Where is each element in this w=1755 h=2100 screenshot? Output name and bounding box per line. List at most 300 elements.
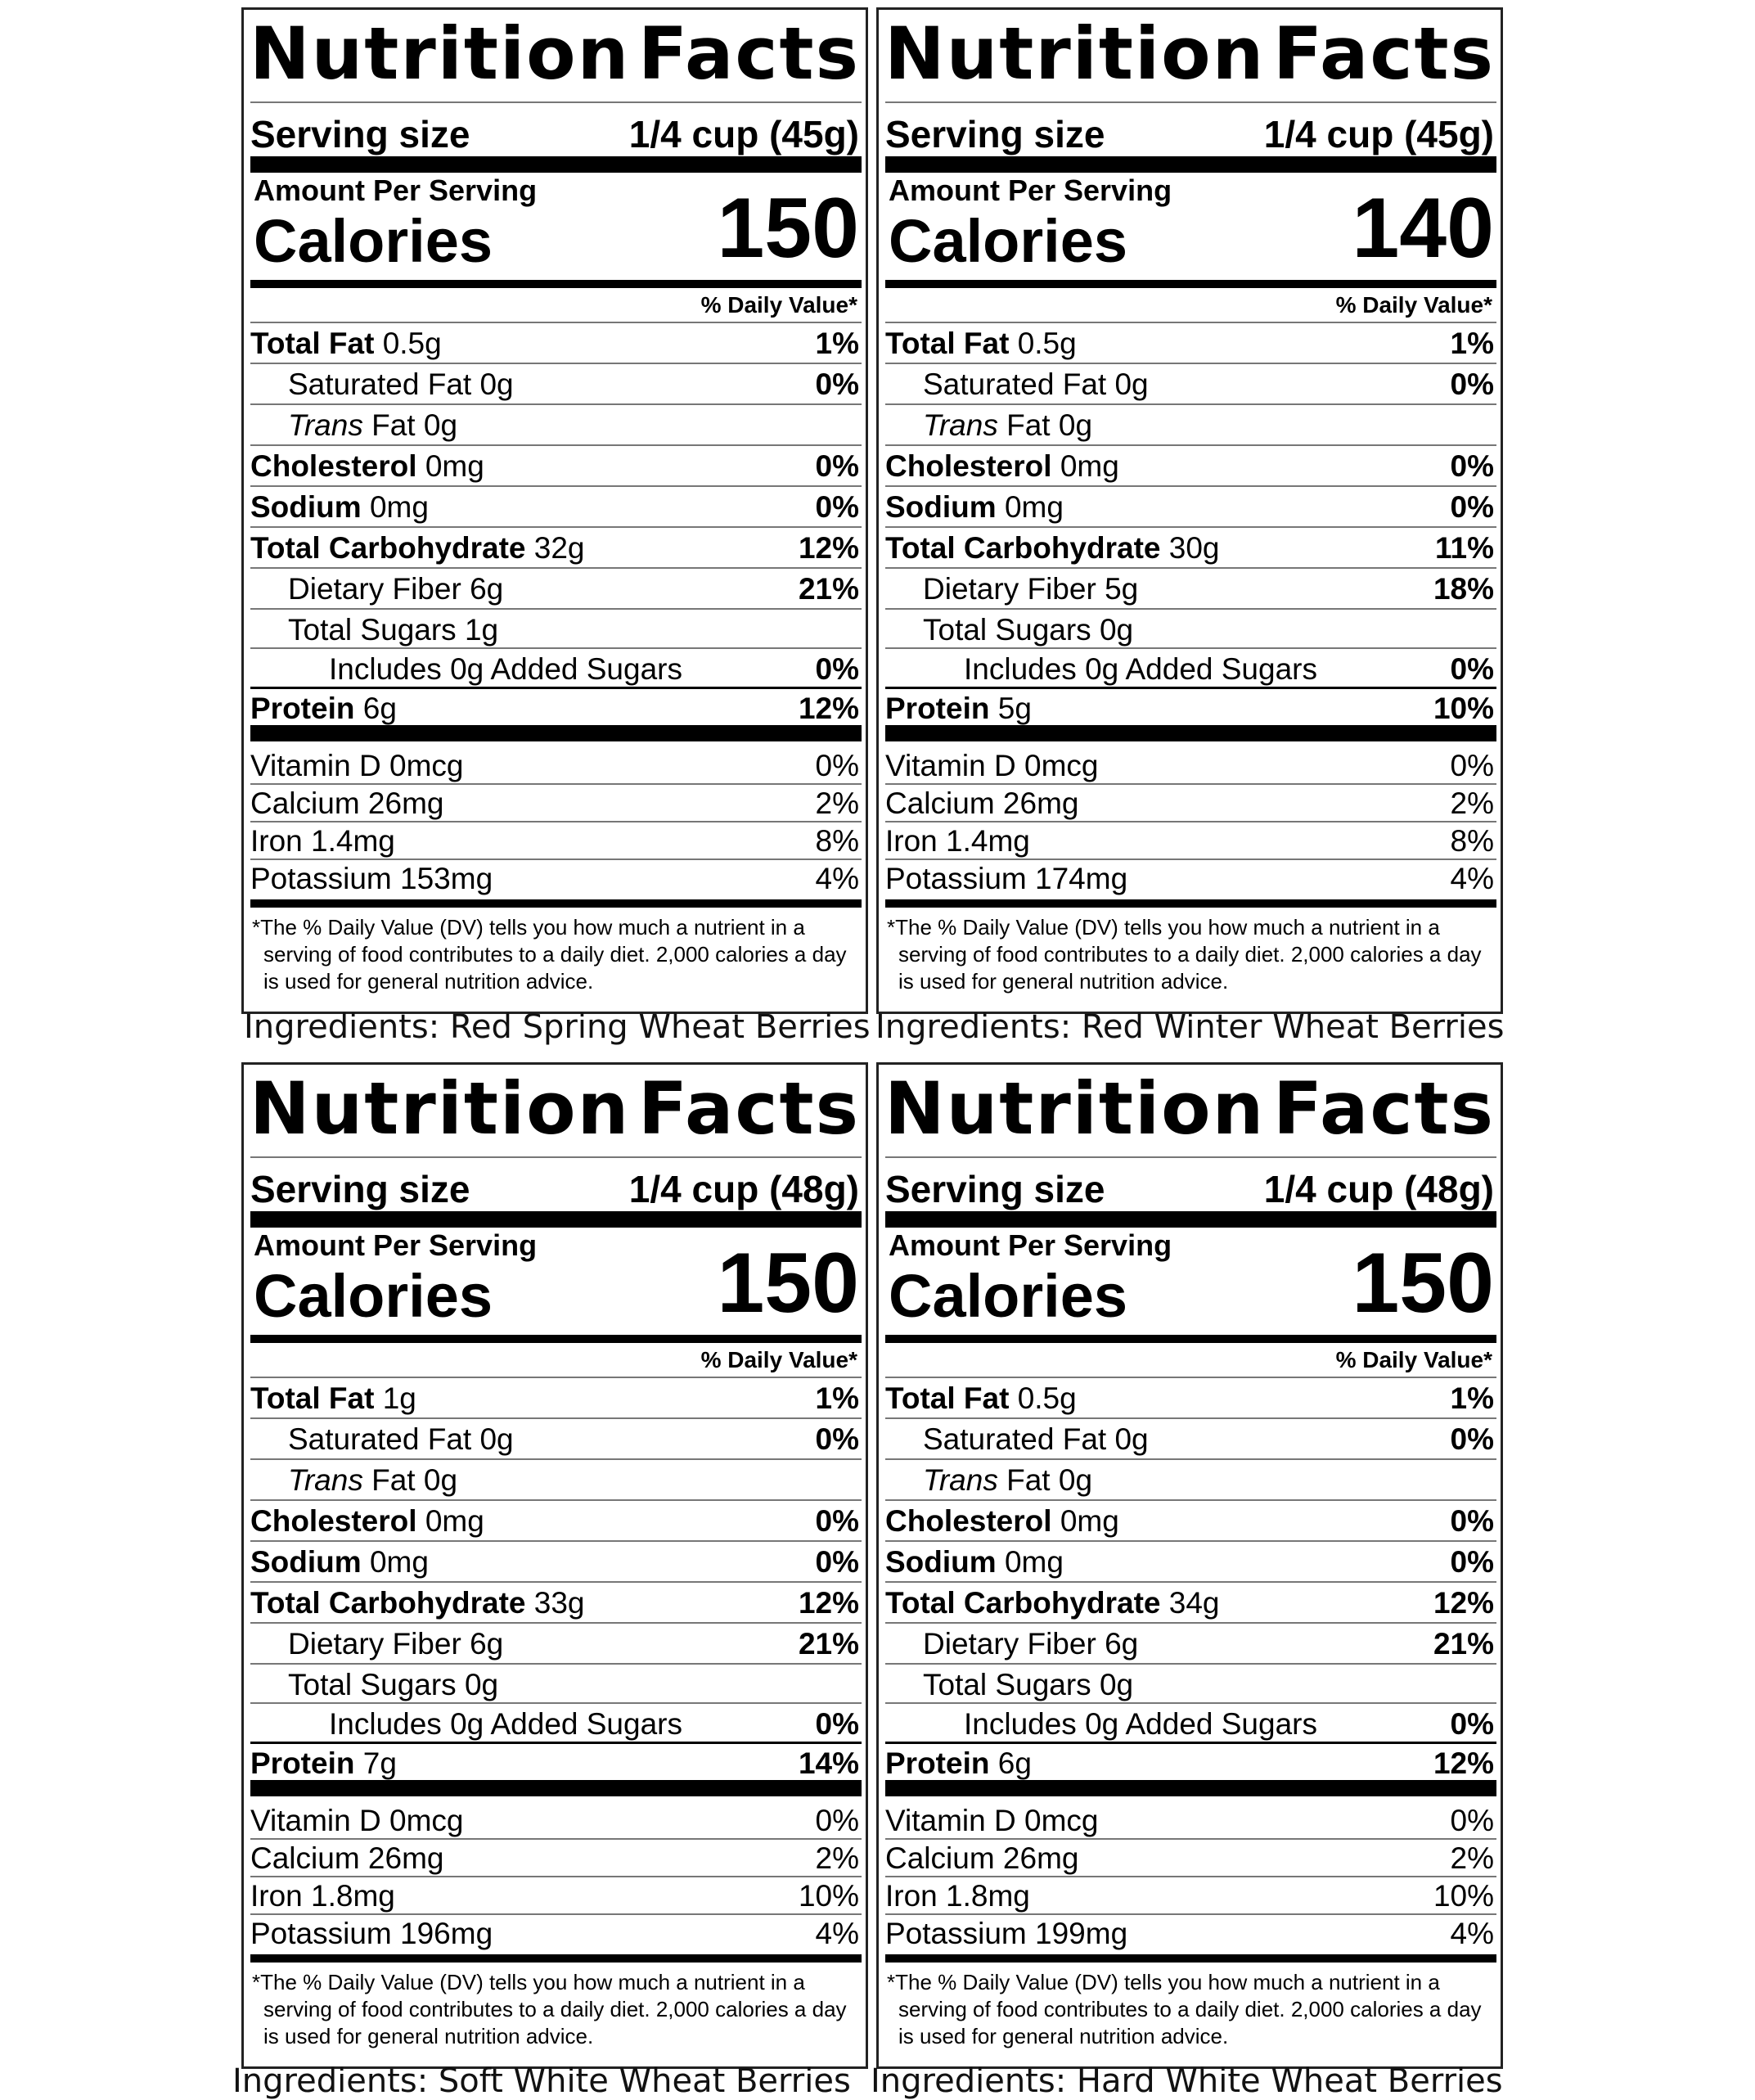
divider-line xyxy=(885,1156,1496,1158)
vitamin-daily-value: 8% xyxy=(1450,824,1494,858)
nutrient-name: Dietary Fiber xyxy=(288,572,461,606)
nutrient-name-group xyxy=(288,408,457,443)
nutrient-daily-value: 10% xyxy=(1433,692,1494,725)
nutrient-daily-value: 21% xyxy=(798,1627,859,1661)
vitamin-daily-value: 2% xyxy=(1450,786,1494,820)
nutrient-name-group xyxy=(250,1381,416,1416)
serving-size-label: Serving size xyxy=(885,1168,1105,1210)
vitamin-daily-value: 8% xyxy=(815,824,859,858)
nutrient-name-group xyxy=(923,613,1133,647)
divider-line xyxy=(885,156,1496,173)
nutrient-name-group xyxy=(964,1707,1317,1742)
vitamin-name: Potassium 174mg xyxy=(885,862,1128,895)
cholesterol-row xyxy=(885,449,1494,489)
nutrient-amount: Fat 0g xyxy=(1006,408,1093,442)
divider-line xyxy=(885,1663,1496,1665)
serving-size-value: 1/4 cup (45g) xyxy=(628,113,859,155)
vitamin-name: Potassium 196mg xyxy=(250,1917,493,1950)
vitamin-daily-value: 2% xyxy=(815,786,859,820)
serving-size-row xyxy=(250,1167,859,1208)
daily-value-header: % Daily Value* xyxy=(700,292,857,318)
nutrient-daily-value: 21% xyxy=(1433,1627,1494,1661)
ingredients-caption: Ingredients: Red Winter Wheat Berries xyxy=(875,1008,1505,1046)
divider-line xyxy=(250,156,862,173)
nutrient-daily-value: 0% xyxy=(815,1422,859,1456)
nutrient-name: Total Sugars xyxy=(288,1668,457,1701)
nutrient-name-group xyxy=(329,1707,682,1742)
vitamin-name: Vitamin D 0mcg xyxy=(885,749,1099,782)
total-carbohydrate-row xyxy=(885,1586,1494,1625)
vitamin-daily-value: 4% xyxy=(815,1917,859,1950)
divider-line xyxy=(885,526,1496,528)
nutrient-name: Cholesterol xyxy=(885,449,1052,483)
nutrient-amount: 0g xyxy=(479,1422,514,1456)
saturated-fat-row xyxy=(885,367,1494,407)
nutrient-amount: 6g xyxy=(470,572,504,606)
nutrient-name: Total Sugars xyxy=(923,1668,1091,1701)
nutrient-name: Sodium xyxy=(885,1545,997,1579)
vitamin-daily-value: 0% xyxy=(815,749,859,782)
calories-label: Calories xyxy=(889,1262,1128,1330)
nutrient-name-group xyxy=(288,613,498,647)
divider-line xyxy=(250,647,862,649)
divider-line xyxy=(250,567,862,569)
total-sugars-row xyxy=(250,613,859,652)
divider-line xyxy=(250,280,862,288)
nutrient-amount: 7g xyxy=(362,1746,397,1780)
nutrient-name-group xyxy=(923,1422,1149,1457)
nutrient-name: Trans xyxy=(288,1463,363,1497)
nutrient-amount: 0mg xyxy=(425,1504,484,1538)
vitamin-daily-value: 0% xyxy=(1450,1804,1494,1837)
divider-line xyxy=(250,821,862,822)
nutrient-name: Includes 0g Added Sugars xyxy=(964,1707,1317,1741)
nutrient-daily-value: 0% xyxy=(1450,367,1494,401)
nutrient-name-group xyxy=(288,1668,498,1702)
divider-line xyxy=(885,322,1496,323)
divider-line xyxy=(250,1458,862,1460)
potassium-row xyxy=(885,862,1494,898)
panel-title xyxy=(250,11,860,96)
divider-line xyxy=(885,899,1496,908)
amount-per-serving: Amount Per Serving xyxy=(254,173,538,207)
nutrient-name-group xyxy=(964,652,1317,687)
title-word-nutrition: Nutrition xyxy=(250,11,631,96)
divider-line xyxy=(885,687,1496,689)
nutrient-name-group xyxy=(250,1545,429,1580)
nutrient-amount: Fat 0g xyxy=(371,408,458,442)
nutrient-daily-value: 0% xyxy=(815,1545,859,1579)
nutrient-amount: 1g xyxy=(464,613,499,647)
total-fat-row xyxy=(250,327,859,366)
vitamin-d-row xyxy=(250,1804,859,1840)
serving-size-label: Serving size xyxy=(885,113,1105,155)
nutrition-facts-panel xyxy=(241,1062,868,2069)
nutrient-name-group xyxy=(885,1586,1219,1620)
vitamin-name: Iron 1.8mg xyxy=(250,1879,395,1913)
nutrient-amount: 0g xyxy=(1099,1668,1134,1701)
vitamin-name: Iron 1.4mg xyxy=(250,824,395,858)
nutrient-name-group xyxy=(923,1668,1133,1702)
nutrient-name: Protein xyxy=(250,1746,355,1780)
footnote-star: * xyxy=(887,1970,896,1994)
nutrient-name-group xyxy=(885,1545,1064,1580)
divider-line xyxy=(250,1663,862,1665)
divider-line xyxy=(885,1211,1496,1228)
nutrient-amount: 30g xyxy=(1168,531,1220,565)
daily-value-header: % Daily Value* xyxy=(700,1347,857,1372)
footnote xyxy=(252,914,856,995)
trans-fat-row xyxy=(885,408,1494,448)
serving-size-value: 1/4 cup (48g) xyxy=(1263,1168,1494,1210)
nutrient-daily-value: 0% xyxy=(815,1707,859,1741)
panel-title xyxy=(250,1066,860,1151)
divider-line xyxy=(885,1954,1496,1963)
vitamin-name: Vitamin D 0mcg xyxy=(250,749,464,782)
divider-line xyxy=(885,485,1496,487)
nutrient-name-group xyxy=(250,1586,584,1620)
nutrient-amount: 0g xyxy=(1114,367,1149,401)
divider-line xyxy=(250,444,862,446)
nutrient-name: Sodium xyxy=(250,1545,362,1579)
daily-value-header: % Daily Value* xyxy=(1335,1347,1492,1372)
nutrient-amount: 0.5g xyxy=(1017,1381,1077,1415)
dietary-fiber-row xyxy=(250,1627,859,1666)
nutrient-amount: 0g xyxy=(464,1668,499,1701)
calcium-row xyxy=(250,1841,859,1877)
nutrient-daily-value: 1% xyxy=(815,1381,859,1415)
divider-line xyxy=(250,1702,862,1704)
footnote xyxy=(887,914,1491,995)
nutrient-name-group xyxy=(923,572,1138,606)
nutrient-name: Saturated Fat xyxy=(288,1422,472,1456)
serving-size-value: 1/4 cup (48g) xyxy=(628,1168,859,1210)
calories-value: 150 xyxy=(717,1236,859,1331)
daily-value-header: % Daily Value* xyxy=(1335,292,1492,318)
nutrient-name-group xyxy=(885,490,1064,525)
vitamin-name: Vitamin D 0mcg xyxy=(250,1804,464,1837)
divider-line xyxy=(885,1540,1496,1542)
trans-fat-row xyxy=(250,408,859,448)
nutrient-name: Total Fat xyxy=(885,327,1010,360)
vitamin-name: Vitamin D 0mcg xyxy=(885,1804,1099,1837)
cholesterol-row xyxy=(250,449,859,489)
footnote-text: The % Daily Value (DV) tells you how much a nutrient in a serving of food contributes to a daily diet. 2,000 calories a day is used for general nutrition advice. xyxy=(260,1970,847,2048)
footnote-text-group xyxy=(252,1969,856,2050)
nutrient-amount: 0.5g xyxy=(1017,327,1077,360)
divider-line xyxy=(885,1417,1496,1419)
title-word-facts: Facts xyxy=(1273,1066,1495,1151)
nutrient-name: Total Carbohydrate xyxy=(885,531,1161,565)
nutrient-name: Sodium xyxy=(885,490,997,524)
vitamin-d-row xyxy=(885,749,1494,785)
divider-line xyxy=(885,1742,1496,1744)
calories-value: 150 xyxy=(717,181,859,276)
iron-row xyxy=(250,1879,859,1915)
nutrient-name: Total Sugars xyxy=(288,613,457,647)
vitamin-d-row xyxy=(885,1804,1494,1840)
title-word-nutrition: Nutrition xyxy=(250,1066,631,1151)
serving-size-row xyxy=(885,112,1494,153)
title-word-nutrition: Nutrition xyxy=(884,1066,1266,1151)
nutrient-name: Trans xyxy=(923,408,998,442)
nutrient-amount: 0mg xyxy=(1004,490,1064,524)
nutrient-amount: Fat 0g xyxy=(371,1463,458,1497)
footnote-text: The % Daily Value (DV) tells you how much a nutrient in a serving of food contributes to a daily diet. 2,000 calories a day is used for general nutrition advice. xyxy=(895,915,1482,994)
vitamin-name: Calcium 26mg xyxy=(885,786,1079,820)
total-sugars-row xyxy=(885,613,1494,652)
serving-size-label: Serving size xyxy=(250,113,470,155)
nutrient-name-group xyxy=(923,1627,1138,1661)
nutrient-amount: 6g xyxy=(470,1627,504,1661)
potassium-row xyxy=(250,1917,859,1953)
divider-line xyxy=(250,783,862,785)
panel-title xyxy=(884,1066,1495,1151)
ingredients-caption: Ingredients: Red Spring Wheat Berries xyxy=(244,1008,871,1046)
nutrient-name-group xyxy=(250,1746,397,1781)
vitamin-name: Iron 1.4mg xyxy=(885,824,1030,858)
nutrient-name: Cholesterol xyxy=(250,1504,417,1538)
total-sugars-row xyxy=(885,1668,1494,1707)
nutrient-daily-value: 0% xyxy=(815,490,859,524)
divider-line xyxy=(885,1458,1496,1460)
dietary-fiber-row xyxy=(885,1627,1494,1666)
amount-per-serving: Amount Per Serving xyxy=(889,173,1172,207)
divider-line xyxy=(250,899,862,908)
calories-value: 150 xyxy=(1352,1236,1494,1331)
trans-fat-row xyxy=(885,1463,1494,1503)
nutrient-amount: 0g xyxy=(1099,613,1134,647)
nutrient-name: Trans xyxy=(288,408,363,442)
vitamin-daily-value: 4% xyxy=(815,862,859,895)
divider-line xyxy=(250,1876,862,1877)
nutrient-daily-value: 0% xyxy=(1450,1545,1494,1579)
nutrient-name-group xyxy=(885,1746,1032,1781)
vitamin-daily-value: 10% xyxy=(798,1879,859,1913)
divider-line xyxy=(250,725,862,741)
nutrient-amount: 6g xyxy=(362,692,397,725)
divider-line xyxy=(250,403,862,405)
divider-line xyxy=(885,1780,1496,1796)
nutrient-name-group xyxy=(329,652,682,687)
nutrient-daily-value: 0% xyxy=(815,652,859,686)
divider-line xyxy=(250,526,862,528)
nutrient-name-group xyxy=(885,531,1219,566)
divider-line xyxy=(885,1377,1496,1378)
nutrient-daily-value: 12% xyxy=(798,692,859,725)
nutrient-name: Includes 0g Added Sugars xyxy=(964,652,1317,686)
iron-row xyxy=(885,824,1494,860)
divider-line xyxy=(250,1954,862,1963)
footnote-text: The % Daily Value (DV) tells you how much a nutrient in a serving of food contributes to a daily diet. 2,000 calories a day is used for general nutrition advice. xyxy=(260,915,847,994)
divider-line xyxy=(250,1211,862,1228)
divider-line xyxy=(885,1702,1496,1704)
calories-label: Calories xyxy=(889,207,1128,275)
nutrient-amount: 0g xyxy=(1114,1422,1149,1456)
nutrient-name: Sodium xyxy=(250,490,362,524)
calories-label: Calories xyxy=(254,207,493,275)
nutrient-daily-value: 0% xyxy=(815,1504,859,1538)
nutrient-daily-value: 0% xyxy=(1450,1422,1494,1456)
title-word-nutrition: Nutrition xyxy=(884,11,1266,96)
iron-row xyxy=(885,1879,1494,1915)
divider-line xyxy=(885,725,1496,741)
divider-line xyxy=(885,821,1496,822)
vitamin-daily-value: 4% xyxy=(1450,1917,1494,1950)
divider-line xyxy=(885,1499,1496,1501)
footnote-text: The % Daily Value (DV) tells you how much a nutrient in a serving of food contributes to a daily diet. 2,000 calories a day is used for general nutrition advice. xyxy=(895,1970,1482,2048)
nutrient-name: Total Carbohydrate xyxy=(885,1586,1161,1620)
trans-fat-row xyxy=(250,1463,859,1503)
vitamin-d-row xyxy=(250,749,859,785)
vitamin-name: Calcium 26mg xyxy=(250,786,444,820)
divider-line xyxy=(885,1581,1496,1583)
nutrient-daily-value: 14% xyxy=(798,1746,859,1780)
footnote xyxy=(252,1969,856,2050)
nutrient-name: Saturated Fat xyxy=(288,367,472,401)
divider-line xyxy=(885,567,1496,569)
nutrient-name-group xyxy=(250,490,429,525)
nutrient-name: Protein xyxy=(885,692,990,725)
vitamin-name: Iron 1.8mg xyxy=(885,1879,1030,1913)
added-sugars-row xyxy=(250,1707,859,1746)
nutrient-daily-value: 11% xyxy=(1434,531,1494,565)
total-sugars-row xyxy=(250,1668,859,1707)
ingredients-caption: Ingredients: Soft White Wheat Berries xyxy=(232,2062,851,2100)
nutrient-name-group xyxy=(923,408,1092,443)
calories-value: 140 xyxy=(1352,181,1494,276)
footnote-text-group xyxy=(887,914,1491,995)
divider-line xyxy=(885,1335,1496,1343)
vitamin-daily-value: 2% xyxy=(815,1841,859,1875)
vitamin-name: Potassium 153mg xyxy=(250,862,493,895)
divider-line xyxy=(885,101,1496,103)
nutrient-name-group xyxy=(885,1504,1119,1539)
nutrient-amount: 0mg xyxy=(1004,1545,1064,1579)
nutrient-name-group xyxy=(885,692,1032,726)
divider-line xyxy=(250,1622,862,1624)
serving-size-label: Serving size xyxy=(250,1168,470,1210)
vitamin-daily-value: 10% xyxy=(1433,1879,1494,1913)
vitamin-daily-value: 0% xyxy=(815,1804,859,1837)
nutrient-daily-value: 0% xyxy=(815,449,859,483)
vitamin-daily-value: 4% xyxy=(1450,862,1494,895)
nutrient-name-group xyxy=(288,1627,503,1661)
serving-size-row xyxy=(885,1167,1494,1208)
panel-title xyxy=(884,11,1495,96)
nutrient-amount: 0mg xyxy=(1060,1504,1119,1538)
title-word-facts: Facts xyxy=(638,1066,860,1151)
nutrient-name: Total Fat xyxy=(250,1381,375,1415)
divider-line xyxy=(250,1913,862,1915)
vitamin-name: Calcium 26mg xyxy=(250,1841,444,1875)
nutrient-name: Trans xyxy=(923,1463,998,1497)
divider-line xyxy=(885,1876,1496,1877)
nutrient-name-group xyxy=(923,367,1149,402)
saturated-fat-row xyxy=(250,367,859,407)
nutrient-daily-value: 12% xyxy=(798,1586,859,1620)
amount-per-serving: Amount Per Serving xyxy=(254,1228,538,1262)
nutrient-daily-value: 18% xyxy=(1433,572,1494,606)
nutrient-name: Saturated Fat xyxy=(923,1422,1107,1456)
ingredients-caption: Ingredients: Hard White Wheat Berries xyxy=(871,2062,1503,2100)
total-fat-row xyxy=(885,1381,1494,1421)
nutrition-facts-panel xyxy=(241,7,868,1014)
nutrient-amount: 5g xyxy=(1105,572,1139,606)
added-sugars-row xyxy=(885,652,1494,692)
sodium-row xyxy=(250,490,859,530)
nutrient-name-group xyxy=(288,1463,457,1498)
divider-line xyxy=(250,1156,862,1158)
divider-line xyxy=(885,783,1496,785)
cholesterol-row xyxy=(250,1504,859,1543)
dietary-fiber-row xyxy=(250,572,859,611)
divider-line xyxy=(885,647,1496,649)
nutrient-name: Includes 0g Added Sugars xyxy=(329,1707,682,1741)
nutrient-daily-value: 12% xyxy=(798,531,859,565)
divider-line xyxy=(885,280,1496,288)
nutrient-daily-value: 12% xyxy=(1433,1746,1494,1780)
divider-line xyxy=(250,1540,862,1542)
divider-line xyxy=(250,363,862,364)
nutrient-name: Total Carbohydrate xyxy=(250,531,526,565)
vitamin-daily-value: 2% xyxy=(1450,1841,1494,1875)
nutrition-facts-panel xyxy=(876,7,1503,1014)
nutrient-daily-value: 0% xyxy=(1450,652,1494,686)
nutrient-amount: 6g xyxy=(997,1746,1032,1780)
nutrient-name: Dietary Fiber xyxy=(288,1627,461,1661)
nutrient-amount: 34g xyxy=(1168,1586,1220,1620)
total-carbohydrate-row xyxy=(250,1586,859,1625)
divider-line xyxy=(885,1838,1496,1840)
nutrient-name: Dietary Fiber xyxy=(923,572,1096,606)
nutrient-name: Total Fat xyxy=(250,327,375,360)
divider-line xyxy=(250,322,862,323)
nutrient-daily-value: 1% xyxy=(1450,327,1494,360)
nutrient-amount: 0mg xyxy=(369,490,429,524)
nutrient-name-group xyxy=(250,1504,484,1539)
divider-line xyxy=(885,363,1496,364)
nutrient-name: Includes 0g Added Sugars xyxy=(329,652,682,686)
nutrient-name: Cholesterol xyxy=(885,1504,1052,1538)
total-carbohydrate-row xyxy=(885,531,1494,570)
nutrient-amount: 0.5g xyxy=(382,327,442,360)
calories-label: Calories xyxy=(254,1262,493,1330)
nutrient-daily-value: 21% xyxy=(798,572,859,606)
nutrient-name: Protein xyxy=(250,692,355,725)
nutrition-facts-panel xyxy=(876,1062,1503,2069)
footnote-star: * xyxy=(887,915,896,940)
nutrient-name-group xyxy=(885,1381,1077,1416)
nutrient-amount: 0mg xyxy=(1060,449,1119,483)
calcium-row xyxy=(885,1841,1494,1877)
nutrient-amount: 0g xyxy=(479,367,514,401)
nutrient-amount: Fat 0g xyxy=(1006,1463,1093,1497)
added-sugars-row xyxy=(250,652,859,692)
nutrient-amount: 32g xyxy=(533,531,585,565)
sodium-row xyxy=(250,1545,859,1584)
divider-line xyxy=(250,1417,862,1419)
calcium-row xyxy=(885,786,1494,822)
divider-line xyxy=(250,1499,862,1501)
footnote-star: * xyxy=(252,915,261,940)
calcium-row xyxy=(250,786,859,822)
sodium-row xyxy=(885,1545,1494,1584)
total-fat-row xyxy=(885,327,1494,366)
nutrient-daily-value: 0% xyxy=(1450,1504,1494,1538)
nutrient-daily-value: 0% xyxy=(815,367,859,401)
nutrient-name-group xyxy=(885,327,1077,361)
